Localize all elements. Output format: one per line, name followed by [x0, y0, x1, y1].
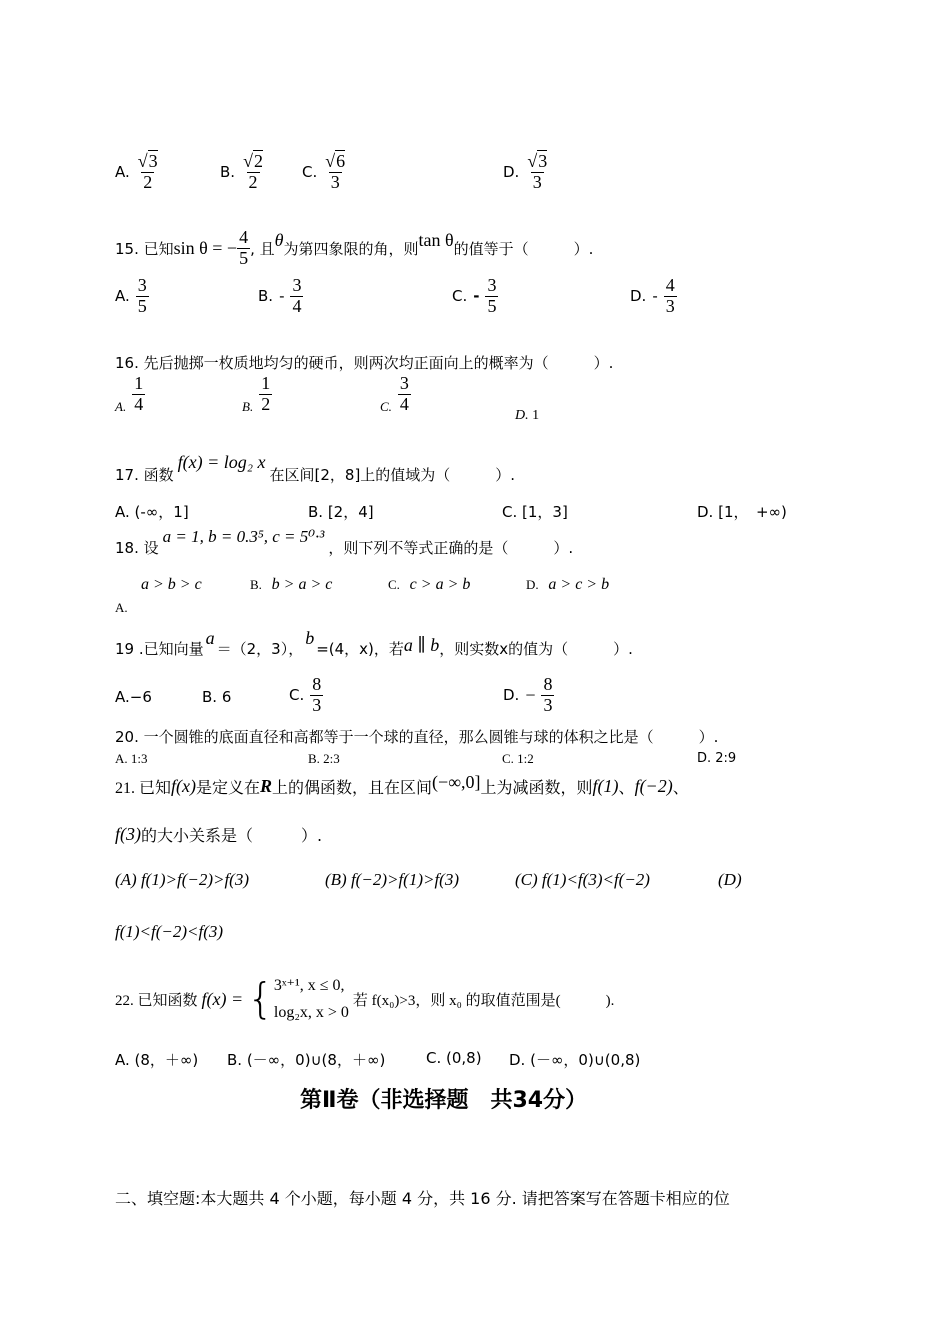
q16-option-c: C. $\frac{3}{4}$ — [380, 373, 409, 414]
q19-option-b: B. 6 — [202, 688, 232, 706]
q21-option-b: (B) f(−2)>f(1)>f(3) — [325, 870, 460, 889]
q19-option-a: A.−6 — [115, 688, 152, 706]
q16-stem: 16. 先后抛掷一枚质地均匀的硬币，则两次均正面向上的概率为（ ）. — [115, 354, 614, 372]
q18-stem: 18. 设 a = 1, b = 0.3⁵, c = 5⁰·³ ，则下列不等式正确的是（ ）. — [115, 527, 574, 557]
q16-option-d: D. 1 — [515, 408, 540, 423]
q21-line2: f(3) 的大小关系是（ ）. — [115, 824, 323, 845]
q22-option-c: C. (0,8) — [426, 1049, 482, 1067]
q22-option-d: D. (－∞，0)∪(0,8) — [509, 1051, 641, 1069]
fill-in-section-intro: 二、填空题:本大题共 4 个小题，每小题 4 分，共 16 分. 请把答案写在答题卡相应的位 — [115, 1189, 730, 1208]
q15-stem-fraction: $\frac{4}{5}$ — [239, 227, 249, 268]
q14-b-fraction: $\frac{√2}{2}$ — [243, 151, 263, 192]
q17-option-b: B. [2，4] — [308, 503, 374, 521]
q21-option-a: (A) f(1)>f(−2)>f(3) — [115, 870, 250, 889]
q17-option-c: C. [1，3] — [502, 503, 568, 521]
q18-option-d: D. a > c > b — [526, 576, 610, 593]
q16-b-fraction: $\frac{1}{2}$ — [261, 373, 271, 414]
q17-option-d: D. [1， +∞) — [697, 503, 787, 521]
q15-a-fraction: $\frac{3}{5}$ — [137, 275, 147, 316]
q18-option-a: a > b > c A. — [115, 576, 202, 615]
q20-stem: 20. 一个圆锥的底面直径和高都等于一个球的直径，那么圆锥与球的体积之比是（ ）. — [115, 728, 719, 746]
section-ii-title: 第Ⅱ卷（非选择题 共34分） — [300, 1088, 588, 1113]
q15-d-fraction: $\frac{4}{3}$ — [665, 275, 675, 316]
q14-d-fraction: $\frac{√3}{3}$ — [527, 151, 548, 192]
q22-option-a: A. (8，＋∞) — [115, 1051, 199, 1069]
q22-stem: 22. 已知函数 f(x) = { 3ˣ⁺¹, x ≤ 0, log₂x, x > 0 若 f(x₀)>3，则 x₀ 的取值范围是( ). — [115, 972, 614, 1026]
q20-option-c: C. 1:2 — [502, 751, 534, 766]
q22-brace: { — [247, 974, 274, 1024]
q16-option-a: A. $\frac{1}{4}$ — [115, 373, 144, 414]
q15-option-c: C. - $\frac{3}{5}$ — [452, 275, 497, 316]
q15-c-fraction: $\frac{3}{5}$ — [487, 275, 497, 316]
q21-option-d-label: (D) — [718, 870, 742, 889]
q21-option-d: f(1)<f(−2)<f(3) — [115, 922, 224, 941]
q19-c-fraction: $\frac{8}{3}$ — [312, 674, 322, 715]
q15-option-b: B. - $\frac{3}{4}$ — [258, 275, 302, 316]
q15-stem: 15. 已知 sin θ = − $\frac{4}{5}$ , 且 θ 为第四象限的角，则 tan θ 的值等于（ ）. — [115, 227, 594, 268]
q21-option-c: (C) f(1)<f(3)<f(−2) — [515, 870, 650, 889]
q14-option-c: C. $\frac{√6}{3}$ — [302, 151, 346, 192]
q15-b-fraction: $\frac{3}{4}$ — [292, 275, 302, 316]
q16-c-fraction: $\frac{3}{4}$ — [399, 373, 409, 414]
q17-stem: 17. 函数 f(x) = log₂ x 在区间[2，8]上的值域为（ ）. — [115, 452, 516, 484]
q17-option-a: A. (-∞，1] — [115, 503, 189, 521]
q14-option-d: D. $\frac{√3}{3}$ — [503, 151, 548, 192]
q14-a-fraction: $\frac{√3}{2}$ — [137, 151, 158, 192]
q20-option-a: A. 1:3 — [115, 751, 148, 766]
q14-option-b: B. $\frac{√2}{2}$ — [220, 151, 263, 192]
q20-option-b: B. 2:3 — [308, 751, 340, 766]
q22-option-b: B. (－∞，0)∪(8，＋∞) — [227, 1051, 386, 1069]
q19-stem: 19 .已知向量 a ＝（2，3）， b =(4，x)，若 a ∥ b ，则实数x的值为（ ）. — [115, 628, 633, 658]
q21-line1: 21. 已知 f(x) 是定义在 R 上的偶函数，且在区间 (−∞,0] 上为减函数，则 f(1) 、 f(−2) 、 — [115, 772, 689, 797]
q16-option-b: B. $\frac{1}{2}$ — [242, 373, 271, 414]
q15-option-a: A. $\frac{3}{5}$ — [115, 275, 147, 316]
q18-option-b: B. b > a > c — [250, 576, 333, 593]
q14-c-fraction: $\frac{√6}{3}$ — [325, 151, 346, 192]
q22-piecewise: 3ˣ⁺¹, x ≤ 0, log₂x, x > 0 — [273, 977, 349, 1022]
q16-a-fraction: $\frac{1}{4}$ — [134, 373, 144, 414]
q19-option-c: C. $\frac{8}{3}$ — [289, 674, 322, 715]
q19-d-fraction: $\frac{8}{3}$ — [543, 674, 553, 715]
q14-option-a: A. $\frac{√3}{2}$ — [115, 151, 158, 192]
q19-option-d: D. − $\frac{8}{3}$ — [503, 674, 553, 715]
q20-option-d: D. 2:9 — [697, 751, 737, 766]
q15-option-d: D. - $\frac{4}{3}$ — [630, 275, 675, 316]
q18-option-c: C. c > a > b — [388, 576, 471, 593]
